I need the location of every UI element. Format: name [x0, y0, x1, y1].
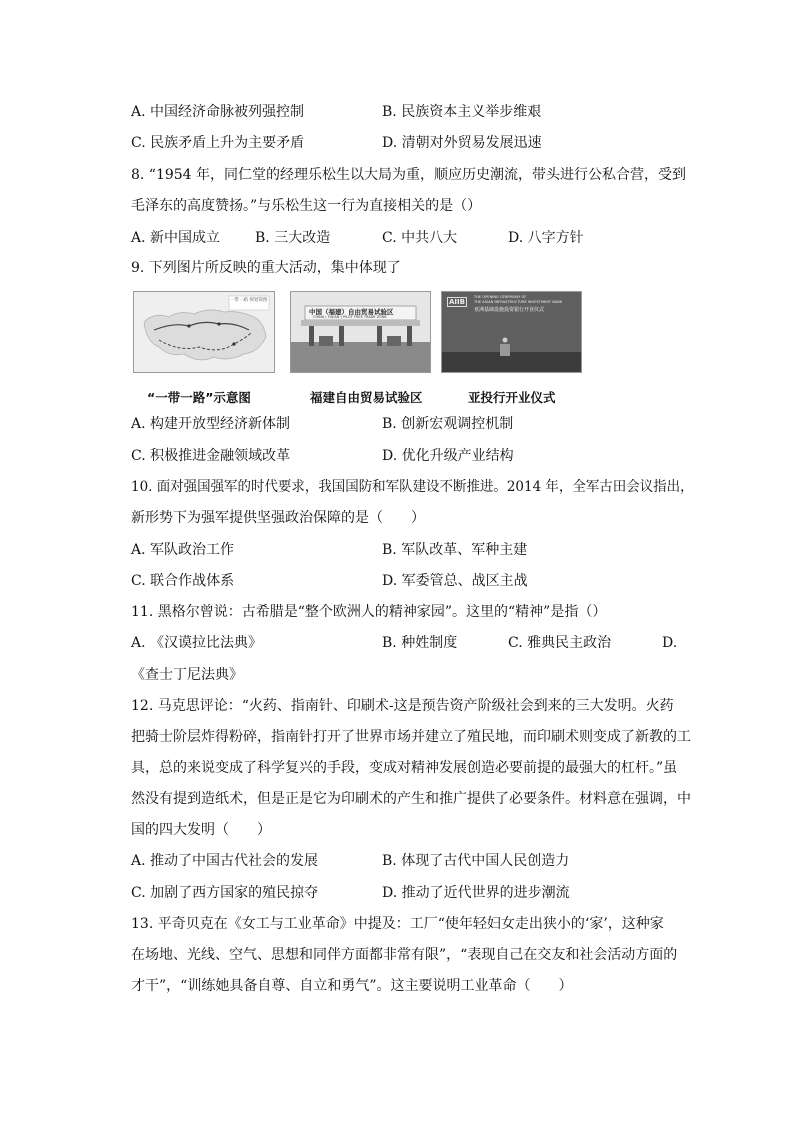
- fujian-ftz-image: [291, 292, 430, 372]
- q9-stem: 9. 下列图片所反映的重大活动，集中体现了: [131, 260, 401, 276]
- q11-option-a: A. 《汉谟拉比法典》: [131, 635, 263, 651]
- q12-stem-line1: 12. 马克思评论：“火药、指南针、印刷术-这是预告资产阶级社会到来的三大发明。火药: [131, 698, 674, 714]
- q9-option-c: C. 积极推进金融领域改革: [131, 448, 291, 464]
- q9-option-a: A. 构建开放型经济新体制: [131, 416, 291, 432]
- fig2-caption: 福建自由贸易试验区: [310, 390, 423, 405]
- ftz-sign-subtext: CHINA ( FUJIAN ) PILOT FREE TRADE ZONE: [313, 315, 387, 319]
- q8-option-c: C. 中共八大: [382, 230, 458, 246]
- q12-stem-line4: 然没有提到造纸术，但是正是它为印刷术的产生和推广提供了必要条件。材料意在强调，中: [131, 791, 691, 807]
- q8-option-b: B. 三大改造: [255, 230, 331, 246]
- q8-option-d: D. 八字方针: [508, 230, 584, 246]
- q13-stem-line3: 才干”，“训练她具备自尊、自立和勇气”。这主要说明工业革命（ ）: [131, 978, 573, 994]
- q10-stem-line1: 10. 面对强国强军的时代要求，我国国防和军队建设不断推进。2014 年，全军古田会议指出，: [131, 479, 694, 495]
- q8-option-a: A. 新中国成立: [131, 230, 221, 246]
- q7-option-a: A. 中国经济命脉被列强控制: [131, 104, 305, 120]
- q11-option-b: B. 种姓制度: [382, 635, 458, 651]
- q11-option-d-label: D.: [662, 635, 678, 651]
- aiib-title-cn: 亚洲基础设施投资银行开业仪式: [474, 307, 545, 313]
- aiib-ceremony-figure: [441, 291, 582, 373]
- q10-option-c: C. 联合作战体系: [131, 573, 235, 589]
- fujian-ftz-figure: [290, 291, 431, 373]
- q9-option-d: D. 优化升级产业结构: [382, 448, 514, 464]
- q9-option-b: B. 创新宏观调控机制: [382, 416, 514, 432]
- q10-option-a: A. 军队政治工作: [131, 542, 235, 558]
- ftz-sign-text: 中国（福建）自由贸易试验区: [309, 308, 394, 316]
- q7-option-c: C. 民族矛盾上升为主要矛盾: [131, 135, 305, 151]
- belt-road-map-image: [134, 292, 274, 372]
- aiib-title-en1: THE OPENING CEREMONY OF: [474, 295, 527, 299]
- q12-stem-line3: 具，总的来说变成了科学复兴的手段，变成对精神发展创造必要前提的最强大的杠杆。”虽: [131, 760, 678, 776]
- aiib-title-en2: THE ASIAN INFRASTRUCTURE INVESTMENT BANK: [474, 300, 563, 304]
- q10-option-d: D. 军委管总、战区主战: [382, 573, 528, 589]
- q12-stem-line5: 国的四大发明（ ）: [131, 822, 271, 838]
- fig3-caption: 亚投行开业仪式: [468, 390, 556, 405]
- q12-option-a: A. 推动了中国古代社会的发展: [131, 853, 319, 869]
- q11-option-d-text: 《查士丁尼法典》: [131, 667, 243, 683]
- q12-stem-line2: 把骑士阶层炸得粉碎，指南针打开了世界市场并建立了殖民地，而印刷术则变成了新教的工: [131, 729, 691, 745]
- q12-option-d: D. 推动了近代世界的进步潮流: [382, 885, 570, 901]
- q10-stem-line2: 新形势下为强军提供坚强政治保障的是（ ）: [131, 510, 425, 526]
- q8-stem-line2: 毛泽东的高度赞扬。”与乐松生这一行为直接相关的是（）: [131, 198, 482, 214]
- q8-stem-line1: 8. “1954 年，同仁堂的经理乐松生以大局为重，顺应历史潮流，带头进行公私合营，受到: [131, 167, 687, 183]
- q11-stem: 11. 黑格尔曾说：古希腊是“整个欧洲人的精神家园”。这里的“精神”是指（）: [131, 604, 607, 620]
- q11-option-c: C. 雅典民主政治: [508, 635, 612, 651]
- q13-stem-line2: 在场地、光线、空气、思想和同伴方面都非常有限”，“表现自己在交友和社会活动方面的: [131, 947, 678, 963]
- q7-option-b: B. 民族资本主义举步维艰: [382, 104, 542, 120]
- aiib-logo: AIIB: [449, 298, 465, 306]
- q13-stem-line1: 13. 平奇贝克在《女工与工业革命》中提及：工厂“使年轻妇女走出狭小的‘家’，这种家: [131, 916, 664, 932]
- q10-option-b: B. 军队改革、军种主建: [382, 542, 528, 558]
- q12-option-c: C. 加剧了西方国家的殖民掠夺: [131, 885, 319, 901]
- q7-option-d: D. 清朝对外贸易发展迅速: [382, 135, 542, 151]
- map-legend-text: 一带一路 规划简图: [230, 298, 268, 303]
- q12-option-b: B. 体现了古代中国人民创造力: [382, 853, 570, 869]
- fig1-caption: “一带一路”示意图: [147, 390, 251, 405]
- belt-road-map-figure: [133, 291, 275, 373]
